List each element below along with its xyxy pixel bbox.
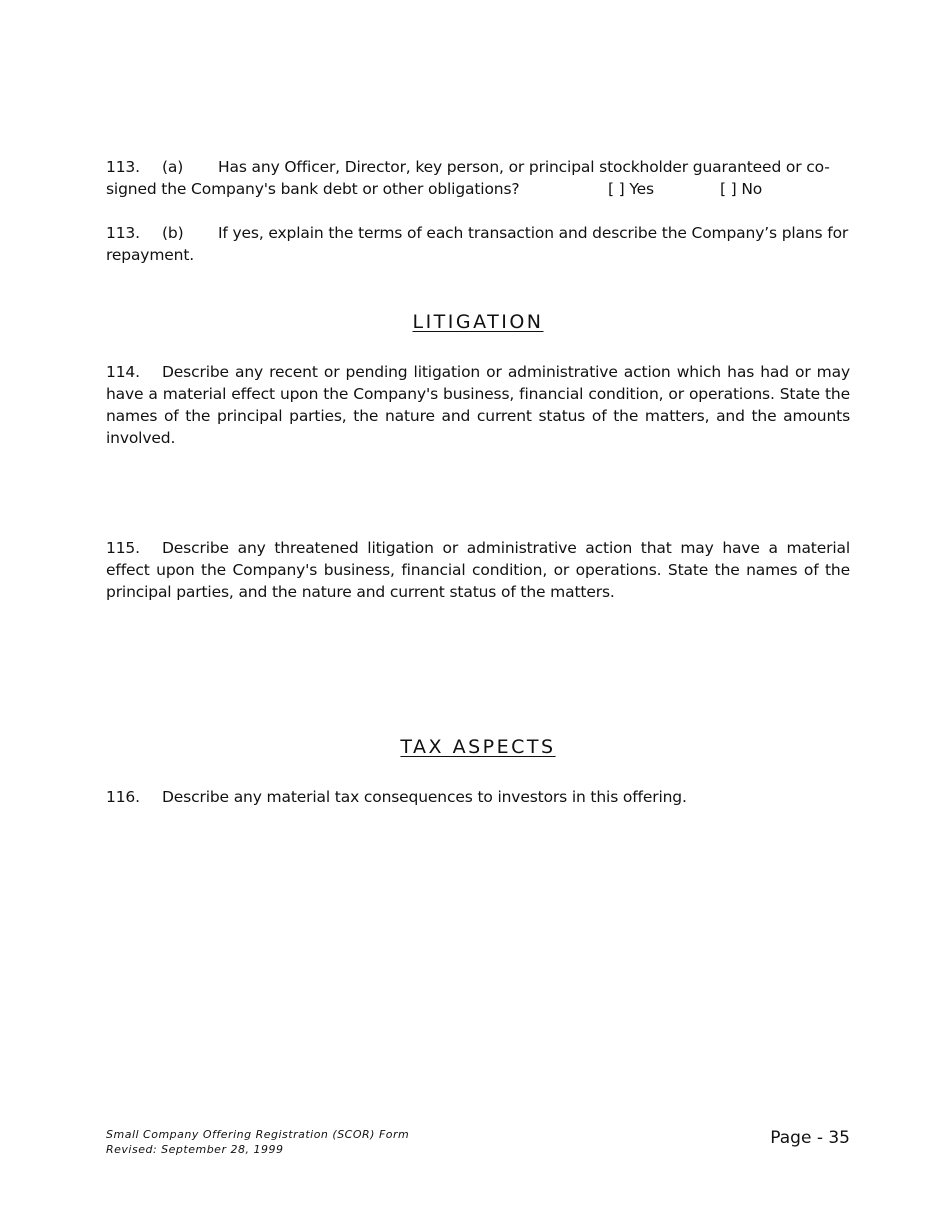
question-number: 113.: [106, 224, 140, 242]
question-text: If yes, explain the terms of each transaction and describe the Company’s plans for: [218, 224, 849, 242]
footer-form-name: Small Company Offering Registration (SCOR) Form: [106, 1128, 410, 1141]
question-sub-label: (b): [162, 224, 184, 242]
question-number: 113.: [106, 158, 140, 176]
section-heading-tax-aspects: [106, 736, 850, 758]
question-number: 115.: [106, 539, 140, 557]
question-113a-line1: [106, 156, 850, 178]
question-number: 116.: [106, 788, 140, 806]
question-114: [106, 361, 850, 449]
question-113a: [106, 156, 850, 200]
question-sub-label: (a): [162, 158, 184, 176]
question-113b-line1: [106, 222, 850, 244]
question-text: Describe any material tax consequences to investors in this offering.: [162, 788, 687, 806]
question-113a-line2: [106, 178, 850, 200]
section-heading-text: LITIGATION: [412, 311, 544, 333]
question-number: 114.: [106, 363, 140, 381]
question-115: [106, 537, 850, 603]
footer-revised-date: Revised: September 28, 1999: [106, 1143, 284, 1156]
question-113b-line2: repayment.: [106, 246, 195, 264]
question-text: Describe any recent or pending litigation or administrative action which has had or may have a material effect upon the Company's business, financial condition, or operations. State the names of the principal parties, the nature and current status of the matters, and the amounts involved.: [106, 363, 850, 447]
question-text: Describe any threatened litigation or administrative action that may have a material effect upon the Company's business, financial condition, or operations. State the names of the principal parties, and the nature and current status of the matters.: [106, 539, 850, 601]
footer-form-info: [106, 1127, 409, 1157]
section-heading-text: TAX ASPECTS: [400, 736, 556, 758]
question-116: [106, 786, 850, 808]
question-113b: [106, 222, 850, 266]
no-checkbox[interactable]: [ ] No: [720, 180, 763, 198]
page-number: Page - 35: [770, 1128, 850, 1148]
question-text: Has any Officer, Director, key person, or principal stockholder guaranteed or co-: [218, 158, 830, 176]
yes-checkbox[interactable]: [ ] Yes: [608, 180, 654, 198]
question-text-continued: signed the Company's bank debt or other obligations?: [106, 180, 520, 198]
section-heading-litigation: [106, 311, 850, 333]
